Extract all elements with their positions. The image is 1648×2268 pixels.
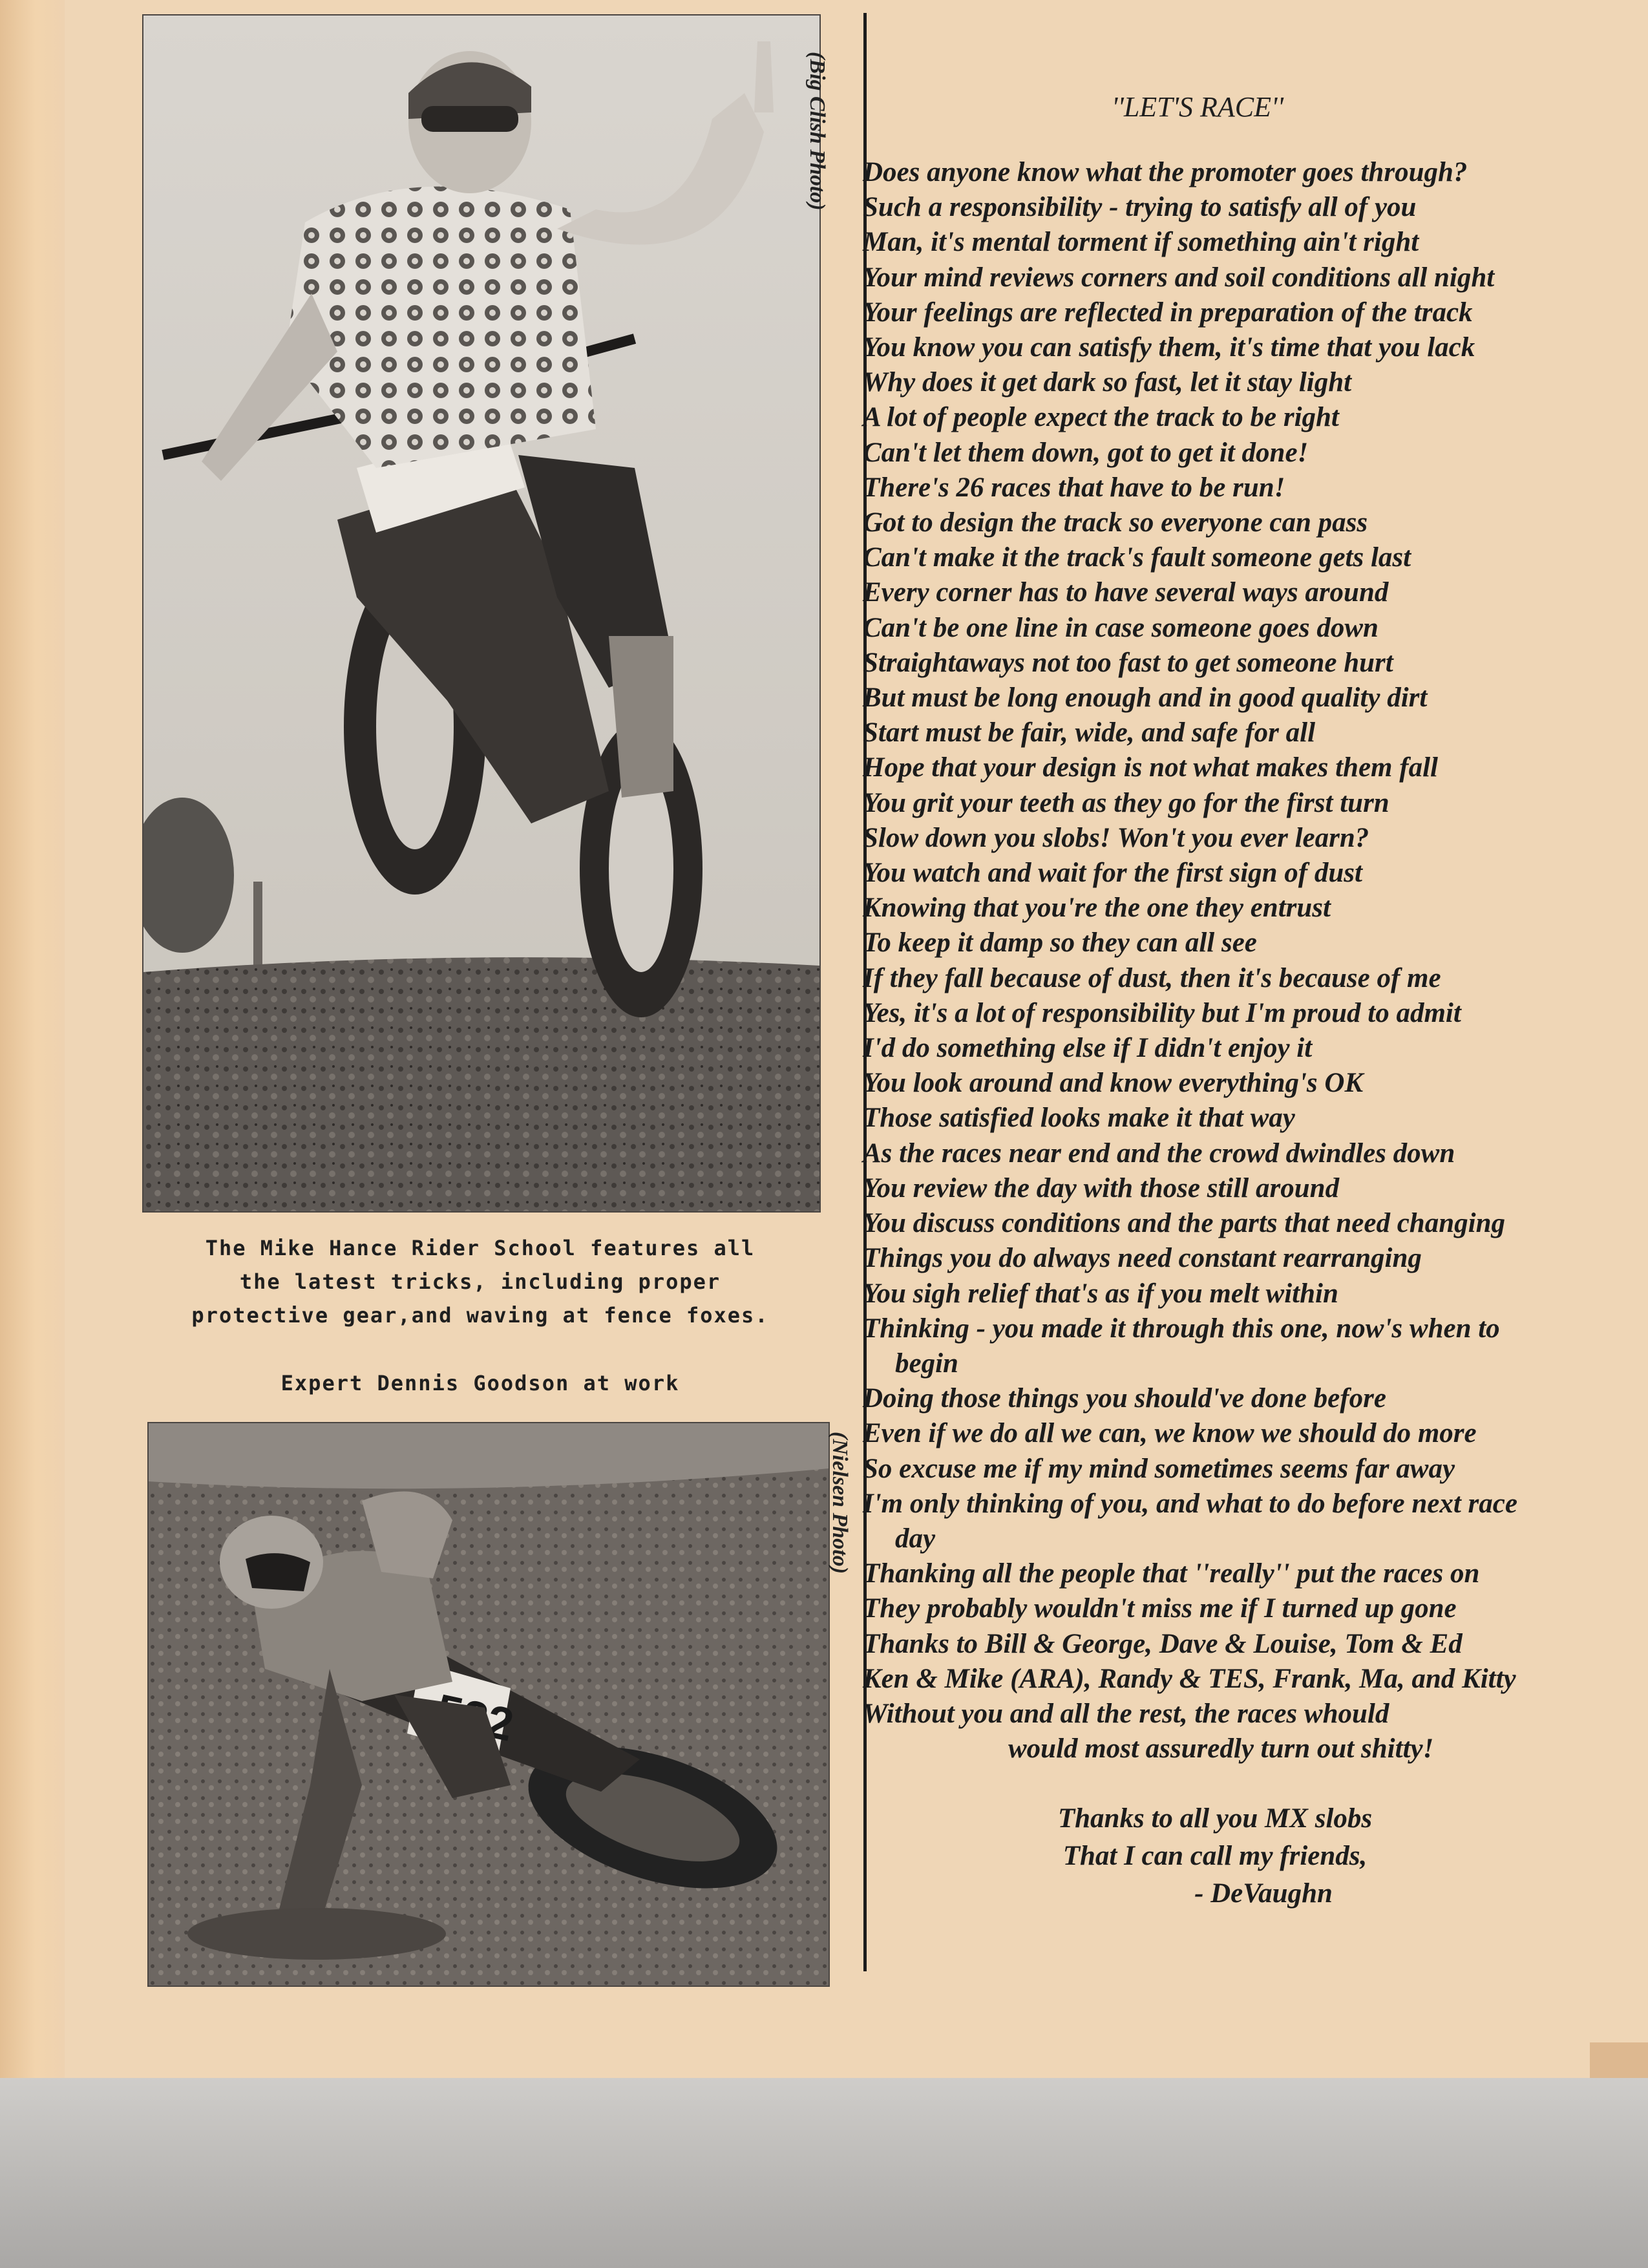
poem-line: Got to design the track so everyone can pass <box>863 507 1368 538</box>
poem-line: Thanks to Bill & George, Dave & Louise, Tom & Ed <box>863 1628 1463 1659</box>
poem-line: Thinking - you made it through this one, now's when to <box>863 1313 1500 1344</box>
poem-line: Such a responsibility - trying to satisfy all of you <box>863 192 1417 223</box>
poem-line: Does anyone know what the promoter goes through? <box>863 157 1468 187</box>
caption-rider-school <box>142 1231 818 1332</box>
poem-line: You grit your teeth as they go for the first turn <box>863 787 1389 818</box>
poem-line: Can't make it the track's fault someone gets last <box>863 542 1411 573</box>
poem-line: Yes, it's a lot of responsibility but I'm proud to admit <box>863 997 1461 1028</box>
poem-signature: - DeVaughn <box>1194 1878 1333 1909</box>
closing-line: That I can call my friends, <box>1062 1841 1368 1871</box>
photo-credit-bottom: (Nielsen Photo) <box>828 1432 852 1574</box>
poem-line: Things you do always need constant rearranging <box>863 1243 1422 1274</box>
poem-line: Can't let them down, got to get it done! <box>863 437 1309 468</box>
poem-line-continuation: day <box>895 1523 936 1554</box>
poem-line: You watch and wait for the first sign of dust <box>863 858 1362 889</box>
caption-line: protective gear,and waving at fence foxes. <box>191 1303 769 1328</box>
poem-line: would most assuredly turn out shitty! <box>1008 1733 1434 1765</box>
poem-line: Doing those things you should've done before <box>863 1383 1386 1414</box>
poem-line: As the races near end and the crowd dwindles down <box>863 1138 1455 1169</box>
poem-line: Thanking all the people that ''really'' put the races on <box>863 1558 1480 1589</box>
poem-line: You review the day with those still around <box>863 1172 1340 1203</box>
poem-line: Your mind reviews corners and soil conditions all night <box>863 262 1495 293</box>
poem-line: You sigh relief that's as if you melt within <box>863 1278 1338 1309</box>
poem-line: Without you and all the rest, the races whould <box>863 1698 1389 1729</box>
poem-line: Start must be fair, wide, and safe for all <box>863 717 1316 748</box>
poem-line: Why does it get dark so fast, let it stay light <box>863 367 1352 398</box>
poem-line: I'm only thinking of you, and what to do before next race <box>863 1488 1517 1519</box>
page-spine <box>0 0 65 2078</box>
scan-background <box>0 2078 1648 2268</box>
poem-title: ''LET'S RACE'' <box>1112 91 1284 123</box>
photo-credit-top: (Big Clish Photo) <box>805 52 829 211</box>
closing-line: Thanks to all you MX slobs <box>1057 1803 1373 1834</box>
poem-line: So excuse me if my mind sometimes seems far away <box>863 1453 1455 1484</box>
poem-closing <box>937 1800 1493 1913</box>
poem-line: You discuss conditions and the parts that need changing <box>863 1208 1505 1239</box>
photo-rider-school <box>142 14 821 1213</box>
poem-line: Straightaways not too fast to get someone hurt <box>863 647 1393 678</box>
poem-line: Those satisfied looks make it that way <box>863 1103 1295 1134</box>
poem-line: They probably wouldn't miss me if I turned up gone <box>863 1593 1457 1624</box>
poem-line: There's 26 races that have to be run! <box>863 472 1285 503</box>
photo-dennis-goodson <box>147 1422 830 1987</box>
poem-line-continuation: begin <box>895 1348 958 1379</box>
caption-line: The Mike Hance Rider School features all <box>205 1236 755 1260</box>
rider-cornering-image <box>149 1423 829 1986</box>
poem-line: Your feelings are reflected in preparation of the track <box>863 297 1473 328</box>
poem-line: If they fall because of dust, then it's because of me <box>863 962 1441 993</box>
poem-line: Can't be one line in case someone goes down <box>863 612 1379 643</box>
poem-line: Even if we do all we can, we know we should do more <box>863 1418 1477 1449</box>
poem-line: Every corner has to have several ways around <box>863 577 1389 608</box>
caption-dennis-goodson: Expert Dennis Goodson at work <box>280 1371 680 1395</box>
poem-line: Slow down you slobs! Won't you ever learn? <box>863 822 1369 853</box>
poem-line: Man, it's mental torment if something ain't right <box>863 227 1419 258</box>
poem-line: But must be long enough and in good quality dirt <box>863 683 1428 714</box>
poem-line: Hope that your design is not what makes them fall <box>863 752 1438 783</box>
caption-line: the latest tricks, including proper <box>239 1269 721 1294</box>
poem-line: A lot of people expect the track to be right <box>863 402 1339 433</box>
poem-line: Knowing that you're the one they entrust <box>863 893 1331 924</box>
poem-line: To keep it damp so they can all see <box>863 927 1257 959</box>
poem-line: You look around and know everything's OK <box>863 1068 1364 1099</box>
rider-wheelie-image <box>143 16 819 1211</box>
poem-body <box>863 155 1648 1766</box>
poem-line: I'd do something else if I didn't enjoy it <box>863 1033 1313 1064</box>
poem-line: Ken & Mike (ARA), Randy & TES, Frank, Ma, and Kitty <box>863 1663 1516 1694</box>
poem-line: You know you can satisfy them, it's time that you lack <box>863 332 1475 363</box>
